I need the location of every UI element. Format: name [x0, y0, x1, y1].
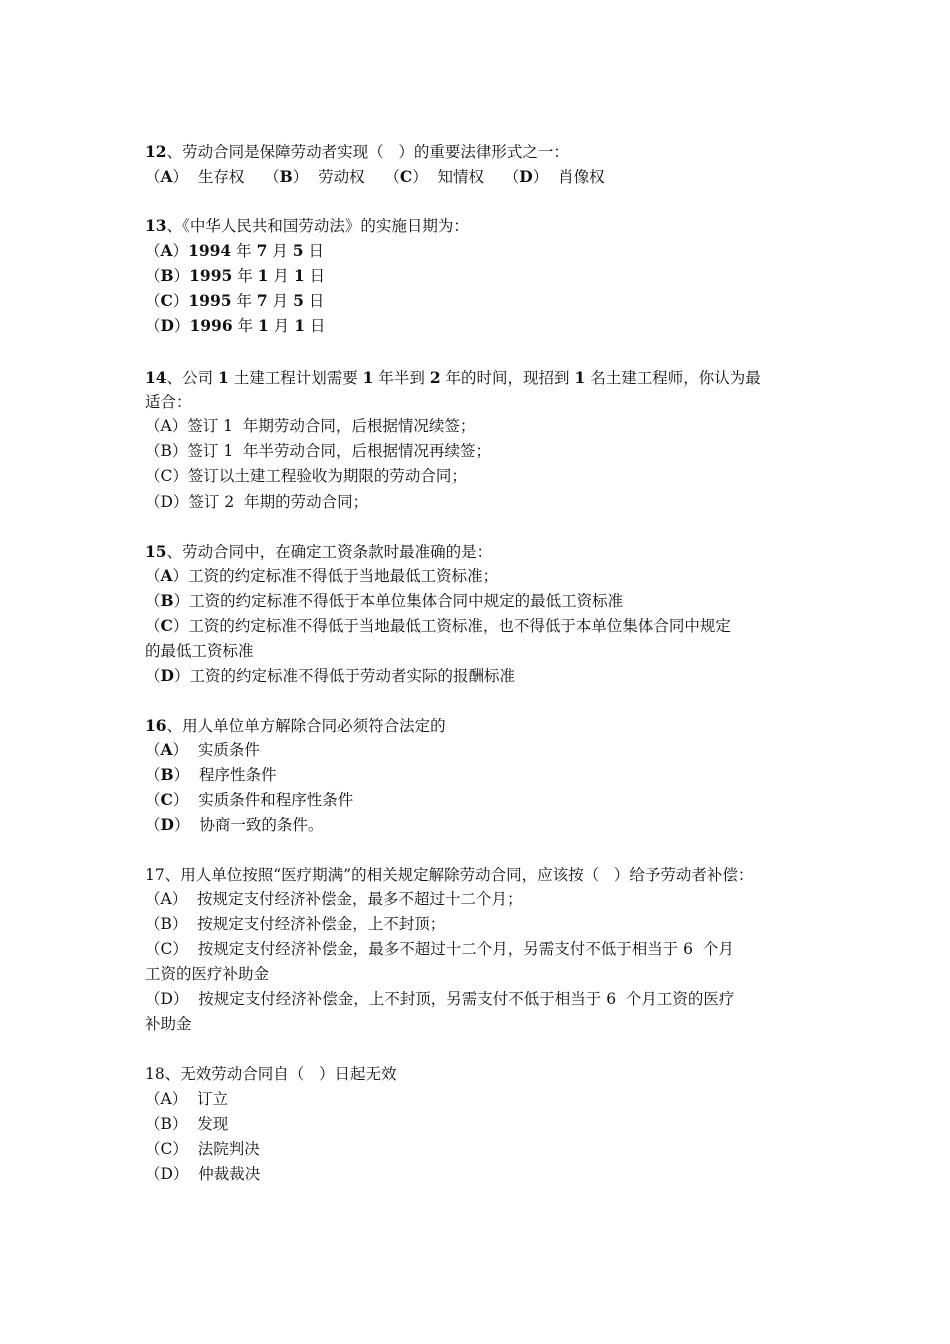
question-18-option-b: （B） 发现	[145, 1115, 229, 1133]
question-12-stem: 12、劳动合同是保障劳动者实现（ ）的重要法律形式之一：	[145, 142, 569, 161]
question-13-option-b: （B）1995 年 1 月 1 日	[145, 266, 326, 285]
question-15-stem: 15、劳动合同中，在确定工资条款时最准确的是：	[145, 542, 493, 561]
question-15-option-a: （A）工资的约定标准不得低于当地最低工资标准；	[145, 566, 499, 585]
question-17-option-a: （A） 按规定支付经济补偿金，最多不超过十二个月；	[145, 890, 523, 908]
question-14-option-c: （C）签订以土建工程验收为期限的劳动合同；	[145, 467, 467, 485]
question-18-option-d: （D） 仲裁裁决	[145, 1165, 261, 1183]
question-16-option-d: （D） 协商一致的条件。	[145, 815, 324, 834]
question-14-stem-continuation: 适合：	[145, 393, 192, 411]
question-17-option-c-continuation: 工资的医疗补助金	[145, 965, 270, 983]
question-17-option-c: （C） 按规定支付经济补偿金，最多不超过十二个月，另需支付不低于相当于 6 个月	[145, 940, 734, 958]
question-16-option-a: （A） 实质条件	[145, 740, 260, 759]
question-16-option-c: （C） 实质条件和程序性条件	[145, 790, 354, 809]
question-13-option-c: （C）1995 年 7 月 5 日	[145, 291, 325, 310]
question-16-option-b: （B） 程序性条件	[145, 765, 277, 784]
question-14-stem: 14、公司 1 土建工程计划需要 1 年半到 2 年的时间，现招到 1 名土建工程师，你认为最	[145, 368, 761, 387]
question-16-stem: 16、用人单位单方解除合同必须符合法定的	[145, 716, 446, 735]
question-13-option-a: （A）1994 年 7 月 5 日	[145, 241, 325, 260]
question-13-option-d: （D）1996 年 1 月 1 日	[145, 316, 326, 335]
question-14-option-a: （A）签订 1 年期劳动合同，后根据情况续签；	[145, 417, 476, 435]
question-13-stem: 13、《中华人民共和国劳动法》的实施日期为：	[145, 216, 469, 235]
question-14-option-b: （B）签订 1 年半劳动合同，后根据情况再续签；	[145, 442, 492, 460]
question-12-options: （A） 生存权 （B） 劳动权 （C） 知情权 （D） 肖像权	[145, 167, 605, 186]
question-14-option-d: （D）签订 2 年期的劳动合同；	[145, 493, 369, 511]
question-18-option-c: （C） 法院判决	[145, 1140, 260, 1158]
question-15-option-b: （B）工资的约定标准不得低于本单位集体合同中规定的最低工资标准	[145, 591, 624, 610]
question-17-option-d: （D） 按规定支付经济补偿金，上不封顶，另需支付不低于相当于 6 个月工资的医疗	[145, 990, 735, 1008]
question-17-option-b: （B） 按规定支付经济补偿金，上不封顶；	[145, 915, 446, 933]
question-17-stem: 17、用人单位按照“医疗期满”的相关规定解除劳动合同，应该按（ ）给予劳动者补偿：	[145, 866, 754, 884]
question-15-option-c-continuation: 的最低工资标准	[145, 642, 254, 660]
question-15-option-c: （C）工资的约定标准不得低于当地最低工资标准，也不得低于本单位集体合同中规定	[145, 616, 731, 635]
question-17-option-d-continuation: 补助金	[145, 1015, 192, 1033]
question-15-option-d: （D）工资的约定标准不得低于劳动者实际的报酬标准	[145, 666, 515, 685]
question-18-stem: 18、无效劳动合同自（ ）日起无效	[145, 1065, 397, 1083]
question-18-option-a: （A） 订立	[145, 1090, 229, 1108]
